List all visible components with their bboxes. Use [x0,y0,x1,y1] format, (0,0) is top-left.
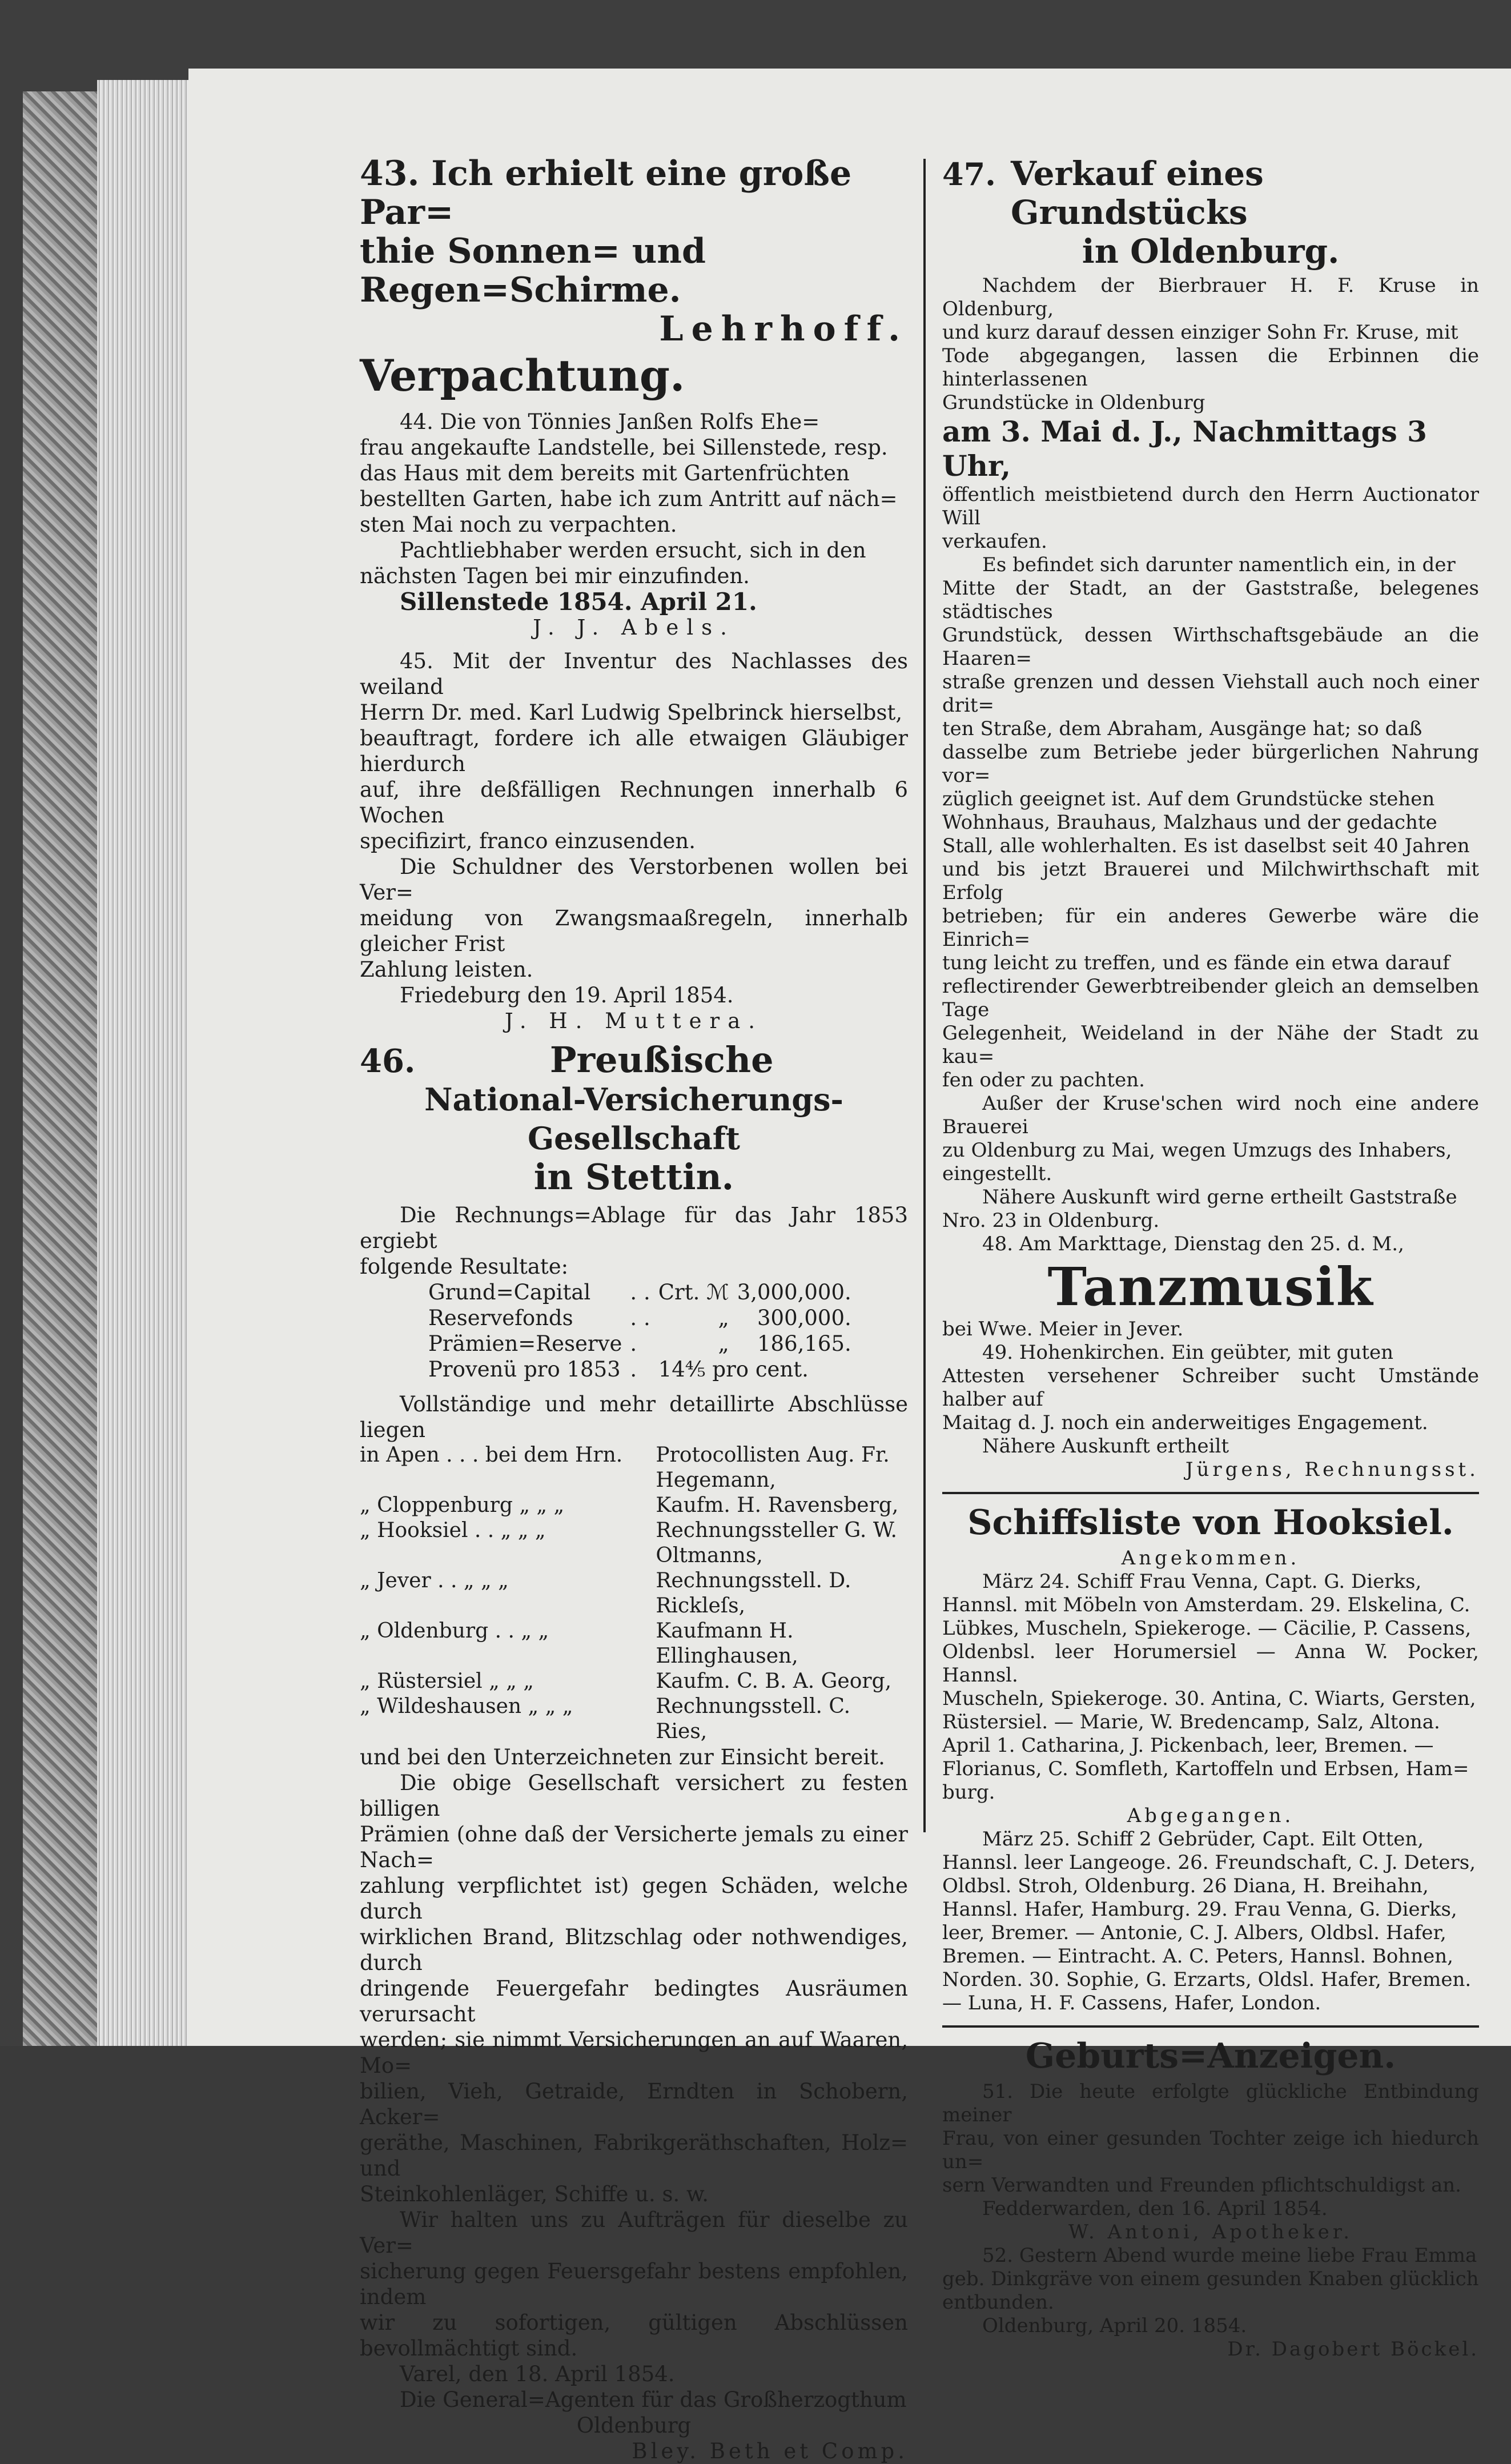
result-value: 3,000,000. [737,1280,851,1305]
result-dots: . . [630,1280,650,1305]
notice-47-line: und bis jetzt Brauerei und Milchwirthschaft mit Erfolg [942,858,1479,904]
notice-51-line: Frau, von einer gesunden Tochter zeige ich hiedurch un= [942,2127,1479,2173]
ship-list-title: Schiffsliste von Hooksiel. [967,1503,1454,1543]
agent-name: Rechnungssteller G. W. Oltmanns, [656,1519,897,1567]
notice-47 [942,154,1479,1233]
result-label: Prämien=Reserve [428,1331,622,1356]
notice-46-body: geräthe, Maschinen, Fabrikgeräthschaften, Holz= und [360,2130,908,2181]
notice-46-agents-signature: Bley. Beth et Comp. [632,2439,908,2463]
notice-46-agents: Oldenburg [576,2413,692,2438]
notice-47-line: öffentlich meistbietend durch den Herrn Auctionator Will [942,483,1479,529]
notice-45-line: 45. Mit der Inventur des Nachlasses des weiland [360,649,908,699]
result-unit: „ [718,1306,729,1330]
birth-notices [942,2036,1479,2361]
notice-45-line: Herrn Dr. med. Karl Ludwig Spelbrinck hierselbst, [360,700,903,725]
notice-47-line: reflectirender Gewerbtreibender gleich an demselben Tage [942,975,1479,1021]
notice-46-body: Steinkohlenläger, Schiffe u. s. w. [360,2182,709,2206]
notice-46-body: wirklichen Brand, Blitzschlag oder nothwendiges, durch [360,1925,908,1975]
column-divider [923,159,926,1832]
departed-line: Bremen. — Eintracht. A. C. Peters, Hannsl. Bohnen, [942,1945,1453,1968]
notice-44-place-date: Sillenstede 1854. April 21. [400,588,757,616]
notice-49-signature: Jürgens, Rechnungsst. [1185,1458,1479,1481]
notice-44-line: sten Mai noch zu verpachten. [360,512,677,537]
notice-47-line: tung leicht zu treffen, und es fände ein etwa darauf [942,952,1450,974]
notice-47-line: verkaufen. [942,530,1047,553]
results-row [428,1305,859,1331]
result-value: 186,165. [757,1331,851,1356]
notice-47-line: züglich geeignet ist. Auf dem Grundstücke stehen [942,788,1435,810]
notice-45-signature: J. H. Muttera. [504,1009,763,1033]
notice-52-line: geb. Dinkgräve von einem gesunden Knaben glücklich [942,2268,1479,2290]
left-column [360,154,908,2464]
notice-45-line: Friedeburg den 19. April 1854. [400,983,734,1008]
results-row [428,1279,859,1305]
notice-47-line: betrieben; für ein anderes Gewerbe wäre die Einrich= [942,905,1479,951]
notice-49 [942,1341,1479,1482]
agent-row [360,1518,908,1568]
notice-49-line: 49. Hohenkirchen. Ein geübter, mit guten [982,1341,1394,1364]
notice-47-title1: Verkauf eines Grundstücks [1010,154,1264,232]
notice-47-line: Grundstück, dessen Wirthschaftsgebäude an die Haaren= [942,624,1479,670]
notice-47-line: Wohnhaus, Brauhaus, Malzhaus und der gedachte [942,811,1437,834]
notice-47-number: 47. [942,156,996,192]
results-table [428,1279,859,1382]
notice-51-line: Fedderwarden, den 16. April 1854. [982,2197,1328,2220]
notice-47-line: dasselbe zum Betriebe jeder bürgerlichen Nahrung vor= [942,741,1479,787]
results-row [428,1357,859,1382]
notice-49-line: Nähere Auskunft ertheilt [982,1435,1229,1458]
notice-43-signature: Lehrhoff. [659,309,908,349]
departed-line: — Luna, H. F. Cassens, Hafer, London. [942,1992,1321,2014]
notice-46-body: bilien, Vieh, Getraide, Erndten in Schobern, Acker= [360,2079,908,2129]
arrived-line: burg. [942,1781,995,1804]
results-row [428,1331,859,1357]
notice-46-body: sicherung gegen Feuersgefahr bestens empfohlen, indem [360,2259,908,2309]
arrived-line: Rüstersiel. — Marie, W. Bredencamp, Salz, Altona. [942,1711,1440,1733]
notice-51-line: sern Verwandten und Freunden pflichtschuldigst an. [942,2174,1461,2197]
section-rule [942,2025,1479,2028]
result-unit: 14⅘ pro cent. [658,1357,809,1382]
notice-52-line: 52. Gestern Abend wurde meine liebe Frau Emma [982,2244,1477,2267]
notice-45-line: Zahlung leisten. [360,957,533,982]
right-column [942,154,1479,2361]
births-title: Geburts=Anzeigen. [1025,2036,1396,2076]
notice-45-line: beauftragt, fordere ich alle etwaigen Gläubiger hierdurch [360,726,908,776]
notice-47-line: Stall, alle wohlerhalten. Es ist daselbst seit 40 Jahren [942,834,1470,857]
arrived-line: Oldenbsl. leer Horumersiel — Anna W. Pocker, Hannsl. [942,1640,1479,1687]
arrived-line: Florianus, C. Somfleth, Kartoffeln und Erbsen, Ham= [942,1757,1469,1780]
notice-46-body: zahlung verpflichtet ist) gegen Schäden, welche durch [360,1873,908,1924]
notice-46-body: Wir halten uns zu Aufträgen für dieselbe zu Ver= [360,2208,908,2258]
notice-44-line: 44. Die von Tönnies Janßen Rolfs Ehe= [400,410,820,434]
departed-line: Hannsl. leer Langeoge. 26. Freundschaft, C. J. Deters, [942,1851,1476,1874]
agent-row [360,1694,908,1744]
notice-46-intro: Die Rechnungs=Ablage für das Jahr 1853 ergiebt [360,1203,908,1253]
agents-table [360,1443,908,1744]
notice-46-detail-end: und bei den Unterzeichneten zur Einsicht bereit. [360,1745,885,1769]
tanzmusik-heading: Tanzmusik [1047,1256,1374,1318]
notice-45-line: Die Schuldner des Verstorbenen wollen bei Ver= [360,854,908,905]
notice-51-signature: W. Antoni, Apotheker. [1068,2221,1353,2244]
notice-47-line: Es befindet sich darunter namentlich ein, in der [982,553,1456,576]
notice-44-line: das Haus mit dem bereits mit Gartenfrüchten [360,461,850,485]
departed-line: Oldbsl. Stroh, Oldenburg. 26 Diana, H. Breihahn, [942,1875,1429,1897]
notice-47-line: Nachdem der Bierbrauer H. F. Kruse in Oldenburg, [942,274,1479,320]
agent-place: „ Hooksiel . . „ „ „ [360,1519,546,1542]
result-label: Reservefonds [428,1306,573,1330]
notice-52-signature: Dr. Dagobert Böckel. [1227,2338,1479,2361]
arrived-line: März 24. Schiff Frau Venna, Capt. G. Dierks, [982,1570,1422,1593]
arrived-line: Lübkes, Muscheln, Spiekeroge. — Cäcilie, P. Cassens, [942,1617,1472,1640]
notice-45-line: meidung von Zwangsmaaßregeln, innerhalb gleicher Frist [360,906,908,956]
departed-line: leer, Bremer. — Antonie, C. J. Albers, Oldbsl. Hafer, [942,1921,1446,1944]
notice-47-line: Gelegenheit, Weideland in der Nähe der Stadt zu kau= [942,1022,1479,1068]
agent-name: Kaufmann H. Ellinghausen, [656,1619,798,1668]
notice-49-line: Maitag d. J. noch ein anderweitiges Engagement. [942,1411,1428,1434]
agent-name: Rechnungsstell. D. Rickleſs, [656,1569,851,1618]
departed-line: Norden. 30. Sophie, G. Erzarts, Oldsl. Hafer, Bremen. [942,1968,1472,1991]
notice-46-body: Varel, den 18. April 1854. [400,2362,675,2386]
notice-45 [360,648,908,1034]
notice-44-line: bestellten Garten, habe ich zum Antritt auf näch= [360,487,898,511]
result-dots: . . [630,1306,650,1330]
notice-49-line: Attesten versehener Schreiber sucht Umstände halber auf [942,1365,1479,1411]
agent-place: „ Oldenburg . . „ „ [360,1619,549,1643]
notice-44-signature: J. J. Abels. [533,615,735,640]
notice-47-line: fen oder zu pachten. [942,1069,1145,1091]
verpachtung-heading: Verpachtung. [360,350,685,401]
notice-47-line: und kurz darauf dessen einziger Sohn Fr. Kruse, mit [942,321,1458,344]
agent-place: „ Jever . . „ „ „ [360,1569,509,1592]
arrived-line: Muscheln, Spiekeroge. 30. Antina, C. Wiarts, Gersten, [942,1687,1476,1710]
notice-43 [360,154,908,348]
ship-list [942,1502,1479,2015]
notice-46-intro: folgende Resultate: [360,1254,569,1279]
notice-47-line: Nähere Auskunft wird gerne ertheilt Gaststraße [982,1186,1457,1209]
agent-place: in Apen . . . bei dem Hrn. [360,1443,623,1467]
agent-row [360,1568,908,1619]
departed-line: März 25. Schiff 2 Gebrüder, Capt. Eilt Otten, [982,1828,1424,1851]
agent-row [360,1619,908,1669]
notice-46-agents: Die General=Agenten für das Großherzogthum [400,2387,907,2412]
arrived-line: April 1. Catharina, J. Pickenbach, leer, Bremen. — [942,1734,1434,1757]
agent-name: Rechnungsstell. C. Ries, [656,1695,851,1743]
notice-47-body [942,483,1479,1233]
agent-place: „ Wildeshausen „ „ „ [360,1695,573,1718]
notice-43-line1: 43. Ich erhielt eine große Par= [360,154,852,232]
notice-48 [942,1233,1479,1341]
notice-45-line: auf, ihre deßfälligen Rechnungen innerhalb 6 Wochen [360,777,908,828]
notice-47-line: Mitte der Stadt, an der Gaststraße, belegenes städtisches [942,577,1479,623]
departed-line: Hannsl. Hafer, Hamburg. 29. Frau Venna, G. Dierks, [942,1898,1457,1921]
notice-52-line: Oldenburg, April 20. 1854. [982,2314,1247,2337]
section-rule [942,1492,1479,1494]
notice-45-line: specifizirt, franco einzusenden. [360,829,696,853]
notice-44-line: frau angekaufte Landstelle, bei Sillenstede, resp. [360,435,888,460]
notice-47-line: Außer der Kruse'schen wird noch eine andere Brauerei [942,1092,1479,1138]
notice-46-title3: in Stettin. [533,1156,734,1198]
result-dots: . [630,1331,637,1356]
agent-row [360,1493,908,1518]
notice-44-line: nächsten Tagen bei mir einzufinden. [360,564,750,588]
notice-46-body: werden; sie nimmt Versicherungen an auf Waaren, Mo= [360,2028,908,2078]
agent-place: „ Rüstersiel „ „ „ [360,1670,534,1693]
notice-47-date-line: am 3. Mai d. J., Nachmittags 3 Uhr, [942,415,1427,483]
notice-48-by: bei Wwe. Meier in Jever. [942,1318,1184,1341]
result-label: Provenü pro 1853 [428,1357,621,1382]
notice-46 [360,1041,908,2464]
notice-46-body: Prämien (ohne daß der Versicherte jemals zu einer Nach= [360,1822,908,1872]
notice-51-line: 51. Die heute erfolgte glückliche Entbindung meiner [942,2080,1479,2126]
result-dots: . [630,1357,637,1382]
arrived-heading: Angekommen. [1121,1547,1300,1570]
notice-44-line: Pachtliebhaber werden ersucht, sich in den [400,538,866,563]
agent-row [360,1669,908,1694]
notice-46-number: 46. [360,1042,416,1080]
departed-heading: Abgegangen. [1127,1804,1295,1827]
notice-47-line: Nro. 23 in Oldenburg. [942,1209,1160,1232]
result-value: 300,000. [757,1306,851,1330]
notice-47-line: eingestellt. [942,1162,1052,1185]
agent-name: Kaufm. H. Ravensberg, [656,1494,899,1517]
notice-52-line: entbunden. [942,2291,1054,2314]
notice-47-line: ten Straße, dem Abraham, Ausgänge hat; so daß [942,717,1422,740]
notice-43-line2: thie Sonnen= und Regen=Schirme. [360,231,706,310]
agent-name: Kaufm. C. B. A. Georg, [656,1670,892,1693]
notice-46-title2: National-Versicherungs-Gesellschaft [424,1081,843,1157]
result-unit: Crt. ℳ [658,1280,729,1305]
notice-48-line: 48. Am Markttage, Dienstag den 25. d. M., [982,1233,1404,1255]
notice-46-body: wir zu sofortigen, gültigen Abschlüssen bevollmächtigt sind. [360,2310,908,2361]
book-cover-marbled [23,91,97,2046]
agent-name: Protocollisten Aug. Fr. Hegemann, [656,1443,890,1492]
result-label: Grund=Capital [428,1280,591,1305]
notice-46-body: Die obige Gesellschaft versichert zu festen billigen [360,1771,908,1821]
notice-47-line: zu Oldenburg zu Mai, wegen Umzugs des Inhabers, [942,1139,1452,1162]
agent-place: „ Cloppenburg „ „ „ [360,1494,565,1517]
notice-46-title1: Preußische [549,1039,774,1081]
notice-47-line: straße grenzen und dessen Viehstall auch noch einer drit= [942,671,1479,717]
result-unit: „ [718,1331,729,1356]
notice-46-detail: Vollständige und mehr detaillirte Abschlüsse liegen [360,1392,908,1442]
agent-row [360,1443,908,1493]
notice-44 [360,409,908,640]
arrived-line: Hannsl. mit Möbeln von Amsterdam. 29. Elskelina, C. [942,1594,1470,1616]
notice-46-body: dringende Feuergefahr bedingtes Ausräumen verursacht [360,1976,908,2026]
notice-47-line: Tode abgegangen, lassen die Erbinnen die hinterlassenen [942,344,1479,391]
notice-47-title2: in Oldenburg. [1082,232,1340,271]
notice-47-line: Grundstücke in Oldenburg [942,391,1205,414]
